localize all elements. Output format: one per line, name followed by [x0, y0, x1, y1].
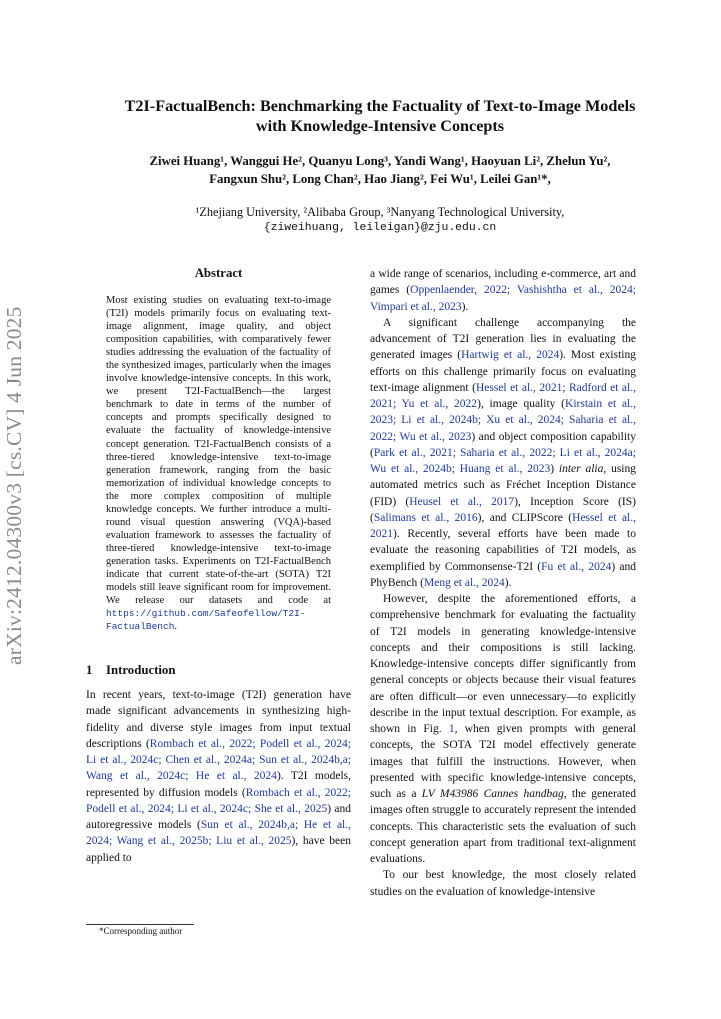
- abstract-text: [86, 294, 351, 633]
- footnote-divider: [86, 924, 194, 925]
- citation[interactable]: Salimans et al., 2016: [373, 511, 478, 524]
- emphasis: inter alia: [558, 463, 604, 475]
- text: ) and PhyBench (: [370, 560, 637, 589]
- text: ): [550, 463, 559, 475]
- intro-paragraph-1: [86, 687, 351, 866]
- text: ), Inception Score (IS) (: [370, 495, 636, 524]
- affiliations: ¹Zhejiang University, ²Alibaba Group, ³Nanyang Technological University,: [195, 205, 565, 219]
- intro-paragraph-1-continued: [370, 266, 636, 315]
- citation[interactable]: Oppenlaender, 2022; Vashishtha et al., 2024; Vimpari et al., 2023: [370, 284, 636, 313]
- text: ). Most existing efforts on this challenge primarily focus on evaluating text-image alignment (: [370, 349, 636, 394]
- left-column: [86, 266, 351, 866]
- text: However, despite the aforementioned efforts, a comprehensive benchmark for evaluating the factuality of T2I models in generating knowledge-intensive concepts and their compositions is still lacking. Knowledge-intensive concepts differ significantly from general concepts or objects because their visual features are often difficult—or even unnecessary—to explicitly describe in the input textual description. For example, as shown in Fig.: [370, 593, 636, 735]
- citation[interactable]: Rombach et al., 2022; Podell et al., 2024; Li et al., 2024c; She et al., 2025: [86, 786, 351, 815]
- citation[interactable]: Hartwig et al., 2024: [461, 349, 560, 362]
- right-column: [370, 266, 636, 900]
- abstract-heading: Abstract: [194, 266, 243, 280]
- text: ) and object composition capability (: [370, 430, 636, 459]
- text: ). T2I models, represented by diffusion models (: [86, 770, 351, 799]
- text: , using automated metrics such as Fréchet Inception Distance (FID) (: [370, 463, 636, 508]
- citation[interactable]: Fu et al., 2024: [541, 560, 612, 573]
- text: ).: [504, 576, 512, 589]
- code-link[interactable]: https://github.com/Safeofellow/T2I-FactualBench: [106, 608, 306, 633]
- text: A significant challenge accompanying the advancement of T2I generation lies in evaluating the generated images (: [370, 316, 636, 362]
- author-list: [70, 152, 690, 188]
- section-title: Introduction: [106, 663, 176, 678]
- paper-title: [60, 96, 700, 136]
- text: , the generated images often struggle to accurately represent the intended concepts. This characteristic sets the evaluation of such concept generation apart from traditional text-alignment evaluations.: [370, 788, 637, 865]
- citation[interactable]: Park et al., 2021; Saharia et al., 2022; Li et al., 2024a; Wu et al., 2024b; Huang et al., 2023: [370, 446, 636, 475]
- text: In recent years, text-to-image (T2I) generation have made significant advancements in synthesizing high-fidelity and diverse style images from input textual descriptions (: [86, 689, 351, 750]
- intro-paragraph-2: [370, 315, 636, 591]
- text: ), have been applied to: [86, 835, 351, 864]
- author-emails: {ziweihuang, leileigan}@zju.edu.cn: [263, 222, 497, 234]
- citation[interactable]: Hessel et al., 2021: [370, 511, 636, 540]
- intro-paragraph-4: [370, 867, 636, 900]
- text: ). Recently, several efforts have been made to evaluate the reasoning capabilities of T2I models, as exemplified by Commonsense-T2I (: [370, 528, 636, 573]
- text: a wide range of scenarios, including e-commerce, art and games (: [370, 268, 636, 297]
- text: , when given prompts with general concepts, the SOTA T2I model effectively generate images that fulfill the instructions. However, when presented with specific knowledge-intensive concepts, such as a: [370, 723, 636, 800]
- citation[interactable]: Hessel et al., 2021; Radford et al., 2021; Yu et al., 2022: [370, 381, 636, 410]
- footnote: *Corresponding author: [99, 926, 183, 936]
- citation[interactable]: Kirstain et al., 2023; Li et al., 2024b; Xu et al., 2024; Saharia et al., 2022; Wu et al., 2023: [370, 398, 636, 443]
- intro-paragraph-3: [370, 591, 636, 867]
- affiliations-block: [70, 204, 690, 236]
- text: To our best knowledge, the most closely related studies on the evaluation of knowledge-intensive: [370, 869, 636, 898]
- authors-line-2: Fangxun Shu², Long Chan², Hao Jiang², Fei Wu¹, Leilei Gan¹*,: [209, 172, 551, 186]
- section-heading-introduction: [86, 663, 351, 678]
- citation[interactable]: Heusel et al., 2017: [409, 495, 515, 508]
- text: ), image quality (: [477, 398, 566, 410]
- figure-reference[interactable]: 1: [448, 723, 455, 735]
- authors-line-1: Ziwei Huang¹, Wanggui He², Quanyu Long³, Yandi Wang¹, Haoyuan Li², Zhelun Yu²,: [149, 154, 611, 168]
- abstract-end: .: [174, 621, 178, 633]
- citation[interactable]: Meng et al., 2024: [423, 576, 505, 589]
- title-line-2: with Knowledge-Intensive Concepts: [255, 117, 505, 135]
- text: ).: [461, 300, 469, 313]
- text: ) and autoregressive models (: [86, 802, 351, 832]
- section-number: 1: [86, 663, 93, 678]
- citation[interactable]: Rombach et al., 2022; Podell et al., 2024; Li et al., 2024c; Chen et al., 2024a; Sun et al., 2024b,a; Wang et al., 2024c; He et al., 2024: [86, 737, 352, 783]
- text: ), and CLIPScore (: [477, 511, 573, 524]
- emphasis: LV M43986 Cannes handbag: [421, 788, 564, 800]
- arxiv-identifier: arXiv:2412.04300v3 [cs.CV] 4 Jun 2025: [2, 306, 26, 666]
- citation[interactable]: Sun et al., 2024b,a; He et al., 2024; Wang et al., 2025b; Liu et al., 2025: [86, 819, 351, 848]
- abstract-body: Most existing studies on evaluating text-to-image (T2I) models primarily focus on evaluating text-image alignment, image quality, and object composition capabilities, with comparatively fewer studies addressing the evaluation of the factuality of the synthesized images, particularly when the images involve knowledge-intensive concepts. In this work, we present T2I-FactualBench—the largest benchmark to date in terms of the number of concepts and prompts specifically designed to evaluate the factuality of knowledge-intensive concept generation. T2I-FactualBench consists of a three-tiered knowledge-intensive text-to-image generation framework, ranging from the basic memorization of individual knowledge concepts to the more complex composition of multiple knowledge concepts. We further introduce a multi-round visual question answering (VQA)-based evaluation framework to assesses the factuality of three-tiered knowledge-intensive text-to-image generation tasks. Experiments on T2I-FactualBench indicate that current state-of-the-art (SOTA) T2I models still leave significant room for improvement. We release our datasets and code at: [106, 295, 331, 607]
- title-line-1: T2I-FactualBench: Benchmarking the Factuality of Text-to-Image Models: [124, 97, 636, 115]
